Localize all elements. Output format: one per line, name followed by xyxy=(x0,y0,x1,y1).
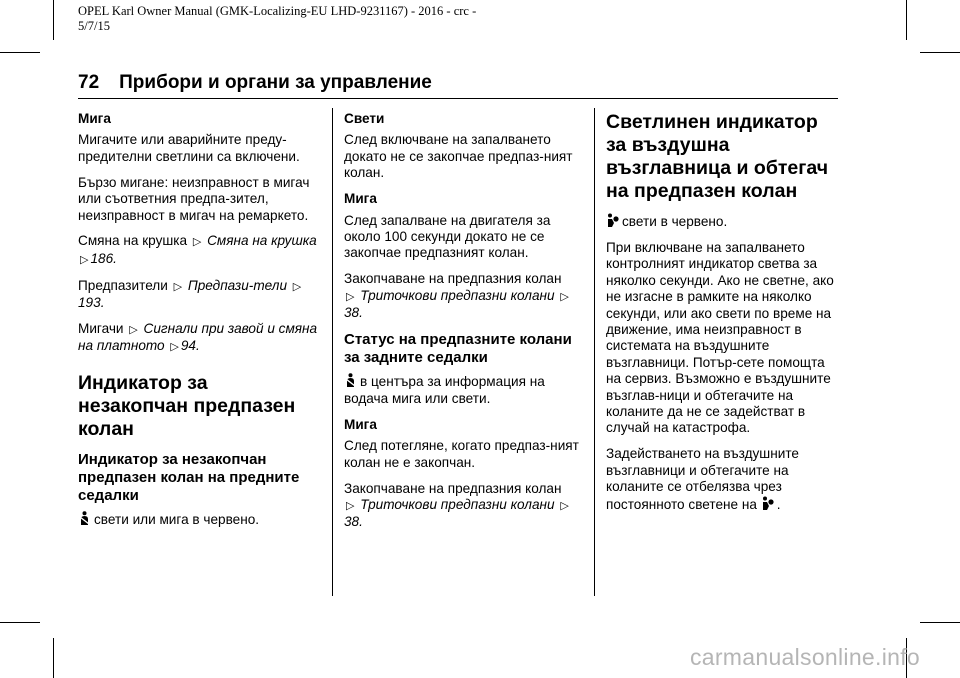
reference-arrow-icon: ▷ xyxy=(192,236,202,249)
ref-link-bulb-replacement[interactable]: Смяна на крушка xyxy=(207,233,317,249)
column-1 xyxy=(78,111,323,538)
airbag-warning-icon xyxy=(761,496,774,511)
airbag-warning-icon xyxy=(606,213,619,228)
paragraph: След включване на запалването докато не се закопчае предпаз-ният колан. xyxy=(344,132,573,181)
subheading-lit: Свети xyxy=(344,111,385,126)
ref-page: 38 xyxy=(344,514,360,530)
reference-arrow-icon: ▷ xyxy=(560,290,569,303)
seatbelt-warning-icon xyxy=(344,373,357,388)
print-header xyxy=(78,4,476,34)
ref-page: 193 xyxy=(78,295,101,311)
ref-link-three-point-belts[interactable]: Триточкови предпазни колани xyxy=(360,287,555,303)
crop-mark-bottom-left-h xyxy=(0,622,40,623)
paragraph-with-icon: Задействането на въздушните възглавници и обтегачите на коланите се отбелязва чрез постоянното светене на . xyxy=(606,446,799,512)
crop-mark-bottom-left xyxy=(53,638,54,678)
print-header-line2: 5/7/15 xyxy=(78,19,110,33)
column-3 xyxy=(606,111,842,522)
column-divider-2 xyxy=(594,108,595,596)
watermark: carmanualsonline.info xyxy=(689,644,920,670)
column-2 xyxy=(344,111,584,540)
page-number: 72 xyxy=(78,72,100,93)
reference-arrow-icon: ▷ xyxy=(129,324,138,337)
cross-reference: Смяна на крушка ▷ Смяна на крушка ▷ 186. xyxy=(78,233,323,268)
ref-page: 94 xyxy=(180,338,196,354)
paragraph-with-icon: свети в червено. xyxy=(606,213,842,230)
reference-arrow-icon: ▷ xyxy=(346,499,355,512)
column-divider-1 xyxy=(332,108,333,596)
ref-page: 186 xyxy=(90,250,114,266)
ref-link-three-point-belts[interactable]: Триточкови предпазни колани xyxy=(360,496,555,512)
crop-mark-bottom-right-h xyxy=(920,622,960,623)
ref-link-fuses[interactable]: Предпази-тели xyxy=(187,277,287,293)
reference-arrow-icon: ▷ xyxy=(170,341,179,354)
title-rule xyxy=(78,98,838,99)
page-title-row xyxy=(78,72,432,94)
paragraph: Бързо мигане: неизправност в мигач или съответния предпа-зител, неизправност в мигач на ремаркето. xyxy=(78,174,310,223)
reference-arrow-icon: ▷ xyxy=(560,499,569,512)
ref-link-turn-signals[interactable]: Сигнали при завой и смяна на платното xyxy=(78,321,318,354)
subsection-heading-front-seats: Индикатор за незакопчан предпазен колан на предните седалки xyxy=(78,450,300,504)
crop-mark-top-right xyxy=(906,0,907,40)
section-heading-seatbelt-indicator: Индикатор за незакопчан предпазен колан xyxy=(78,371,296,440)
ref-page: 38 xyxy=(344,305,360,321)
crop-mark-top-right-h xyxy=(920,52,960,53)
subheading-blinks: Мига xyxy=(78,111,111,126)
reference-arrow-icon: ▷ xyxy=(292,280,302,293)
subheading-blinks: Мига xyxy=(344,191,377,207)
subheading-blinks: Мига xyxy=(344,416,377,432)
paragraph: След запалване на двигателя за около 100 секунди докато не се закопчае предпазният колан. xyxy=(344,212,551,261)
section-heading-airbag-indicator: Светлинен индикатор за въздушна възглавница и обтегач на предпазен колан xyxy=(606,111,829,202)
cross-reference: Предпазители ▷ Предпази-тели ▷193. xyxy=(78,277,302,311)
page-title: Прибори и органи за управление xyxy=(119,72,432,93)
print-header-line1: OPEL Karl Owner Manual (GMK-Localizing-EU LHD-9231167) - 2016 - crc - xyxy=(78,4,477,18)
paragraph: При включване на запалването контролният индикатор светва за няколко секунди. Ако не светне, ако не изгасне в рамките на няколко секунди, или ако свети по време на движение, има неизправност в системата на въздушните възглавници. Потър-сете помощта на сервиз. Възможно е въздушните възглав-ници и обтегачите на коланите да не се задействат в случай на катастрофа. xyxy=(606,239,834,436)
seatbelt-warning-icon xyxy=(78,511,91,526)
cross-reference: Мигачи ▷ Сигнали при завой и смяна на платното ▷ 94. xyxy=(78,321,323,356)
reference-arrow-icon: ▷ xyxy=(173,280,183,293)
cross-reference: Закопчаване на предпазния колан ▷ Триточкови предпазни колани ▷38. xyxy=(344,480,569,530)
reference-arrow-icon: ▷ xyxy=(80,253,89,266)
subsection-heading-rear-seats: Статус на предпазните колани за задните седалки xyxy=(344,331,572,367)
crop-mark-top-left-h xyxy=(0,52,40,53)
paragraph-with-icon: в центъра за информация на водача мига или свети. xyxy=(344,374,545,406)
paragraph: Мигачите или аварийните преду-предителни светлини са включени. xyxy=(78,132,300,164)
paragraph-with-icon: свети или мига в червено. xyxy=(78,511,323,528)
reference-arrow-icon: ▷ xyxy=(346,290,355,303)
crop-mark-top-left xyxy=(53,0,54,40)
cross-reference: Закопчаване на предпазния колан ▷ Триточкови предпазни колани ▷38. xyxy=(344,271,569,321)
paragraph: След потегляне, когато предпаз-ният колан не е закопчан. xyxy=(344,438,579,470)
